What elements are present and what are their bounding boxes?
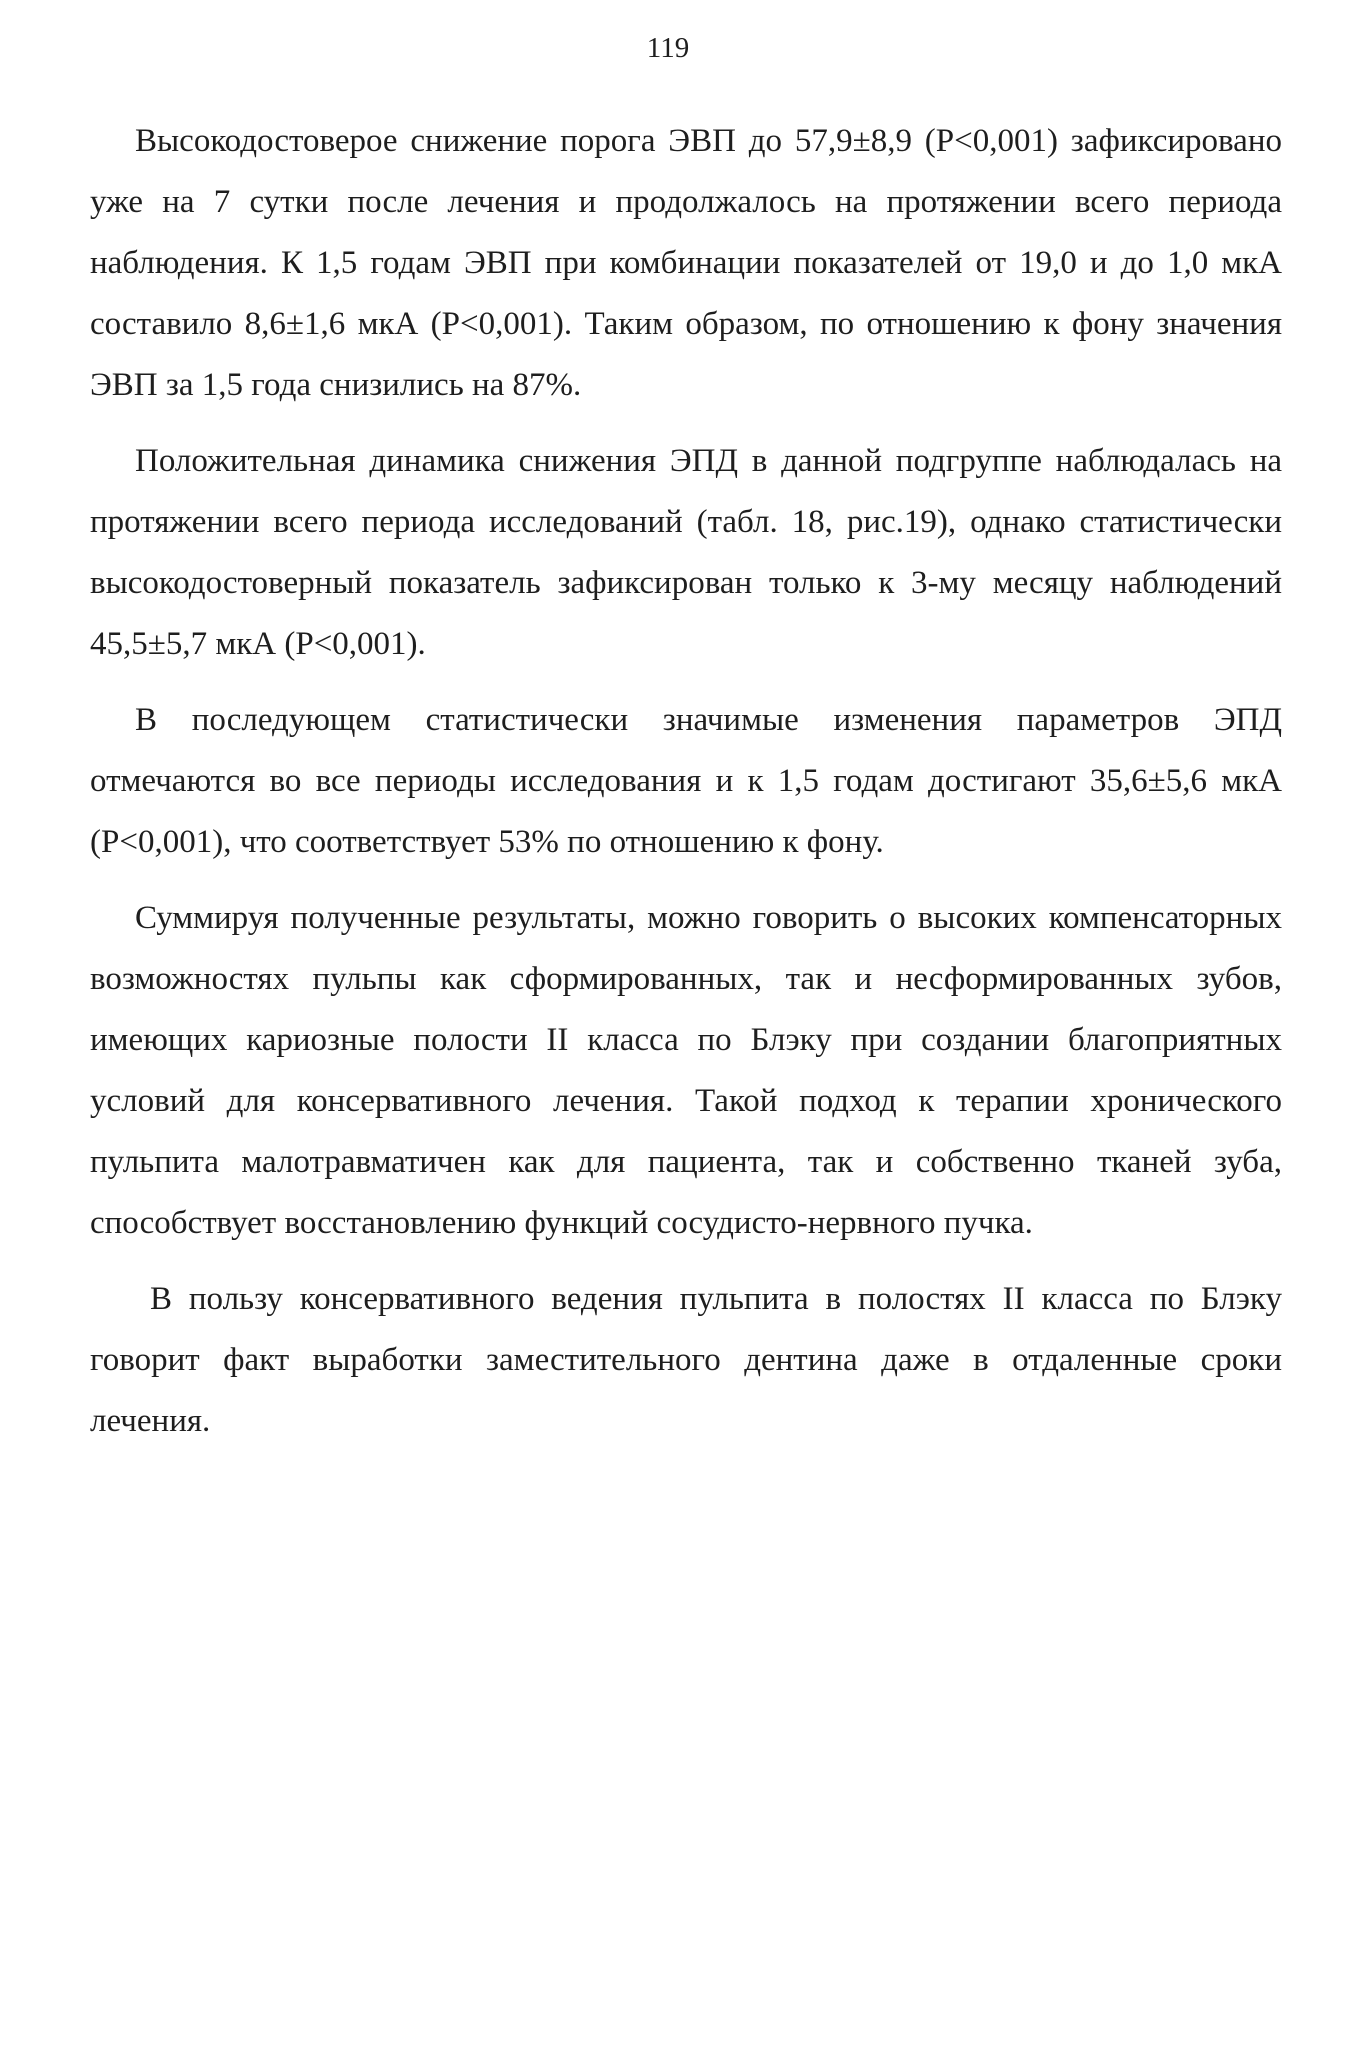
paragraph-evp-threshold: Высокодостоверое снижение порога ЭВП до 57,9±8,9 (Р<0,001) зафиксировано уже на 7 сутки после лечения и продолжалось на протяжении всего периода наблюдения. К 1,5 годам ЭВП при комбинации показателей от 19,0 и до 1,0 мкА составило 8,6±1,6 мкА (Р<0,001). Таким образом, по отношению к фону значения ЭВП за 1,5 года снизились на 87%. [90,123,1282,403]
paragraph-summary: Суммируя полученные результаты, можно говорить о высоких компенсаторных возможностях пульпы как сформированных, так и несформированных зубов, имеющих кариозные полости II класса по Блэку при создании благоприятных условий для консервативного лечения. Такой подход к терапии хронического пульпита малотравматичен как для пациента, так и собственно тканей зуба, способствует восстановлению функций сосудисто-нервного пучка. [90,900,1282,1241]
paragraph-epd-dynamics: Положительная динамика снижения ЭПД в данной подгруппе наблюдалась на протяжении всего периода исследований (табл. 18, рис.19), однако статистически высокодостоверный показатель зафиксирован только к 3-му месяцу наблюдений 45,5±5,7 мкА (Р<0,001). [90,443,1282,662]
body-text [90,111,1282,1467]
paragraph-epd-followup: В последующем статистически значимые изменения параметров ЭПД отмечаются во все периоды исследования и к 1,5 годам достигают 35,6±5,6 мкА (Р<0,001), что соответствует 53% по отношению к фону. [90,702,1282,860]
paragraph-conclusion: В пользу консервативного ведения пульпита в полостях II класса по Блэку говорит факт выработки заместительного дентина даже в отдаленные сроки лечения. [90,1281,1282,1439]
page-number: 119 [646,32,690,64]
